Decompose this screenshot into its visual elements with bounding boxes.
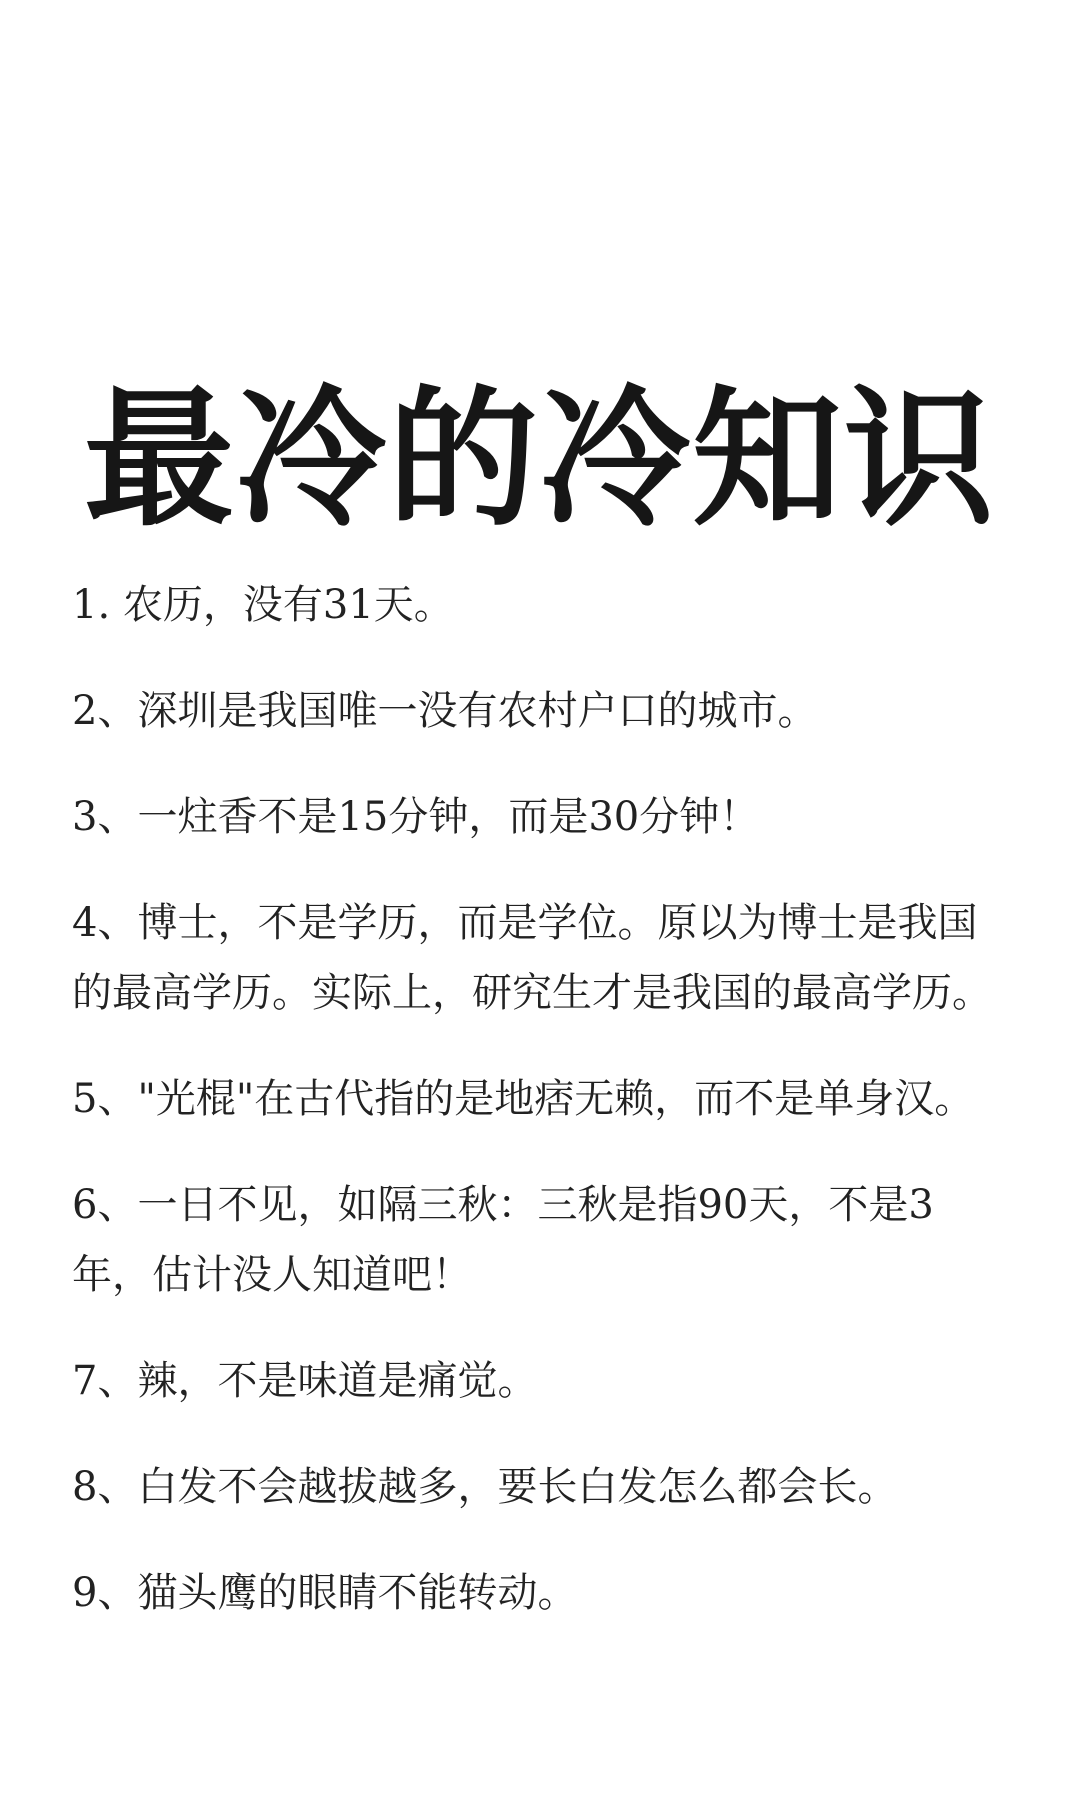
page-title: 最冷的冷知识 — [83, 370, 996, 547]
fact-item-1: 1. 农历，没有31天。 — [72, 582, 454, 628]
fact-item-7: 7、辣，不是味道是痛觉。 — [72, 1358, 538, 1404]
fact-list — [72, 570, 1012, 1664]
fact-item-4: 4、博士，不是学历，而是学位。原以为博士是我国的最高学历。实际上，研究生才是我国的最高学历。 — [72, 900, 992, 1016]
fact-item-9: 9、猫头鹰的眼睛不能转动。 — [72, 1570, 578, 1616]
fact-item-8: 8、白发不会越拔越多，要长白发怎么都会长。 — [72, 1464, 898, 1510]
fact-item-6: 6、一日不见，如隔三秋：三秋是指90天，不是3年，估计没人知道吧！ — [72, 1182, 934, 1298]
fact-item-5: 5、"光棍"在古代指的是地痞无赖，而不是单身汉。 — [72, 1076, 975, 1122]
fact-item-2: 2、深圳是我国唯一没有农村户口的城市。 — [72, 688, 818, 734]
fact-item-3: 3、一炷香不是15分钟，而是30分钟！ — [72, 794, 760, 840]
